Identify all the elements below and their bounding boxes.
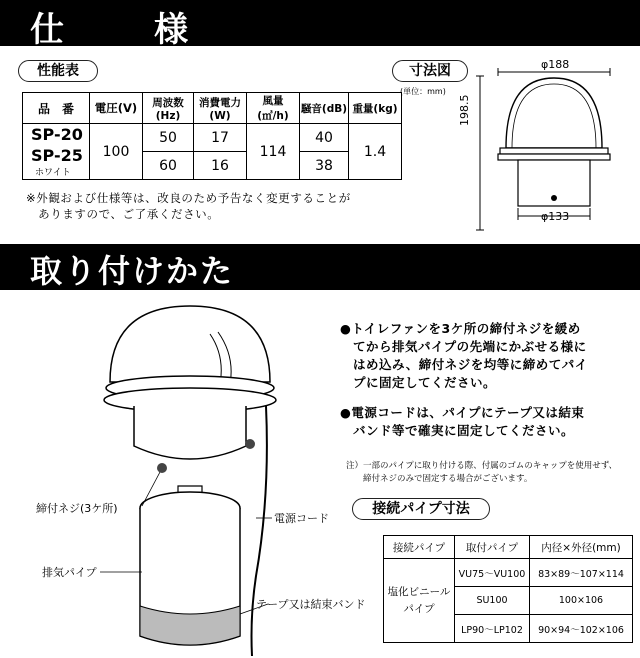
- header-voltage: 電圧(V): [90, 93, 143, 124]
- spec-note-2: ありますので、ご了承ください。: [26, 207, 220, 221]
- instruction-2: [340, 404, 584, 440]
- pipe-name: LP90～LP102: [455, 615, 530, 643]
- spec-banner: [0, 0, 640, 50]
- instruction-1-line: ●トイレファンを3ケ所の締付ネジを緩め: [340, 321, 581, 336]
- model-sp25: SP-25: [31, 146, 83, 165]
- dim-height: 198.5: [458, 94, 471, 126]
- screw-icon-front: [157, 463, 167, 473]
- dims-label: 寸法図: [392, 60, 468, 82]
- install-note: [346, 460, 617, 486]
- model-sp20: SP-20: [31, 125, 83, 144]
- header-model: 品 番: [23, 93, 90, 124]
- voltage-value: 100: [90, 124, 143, 180]
- watt-50: 17: [194, 124, 247, 152]
- model-sp25-color: ホワイト: [35, 168, 71, 178]
- instruction-1-line: はめ込み、締付ネジを均等に締めてパイ: [340, 357, 588, 372]
- pipe-header-size: 内径×外径(mm): [530, 536, 633, 559]
- perf-label: 性能表: [18, 60, 98, 82]
- pipe-size: 100×106: [530, 587, 633, 615]
- dim-bottom-width: φ133: [541, 210, 570, 223]
- hz-60: 60: [143, 152, 194, 180]
- header-power: 消費電力(W): [194, 93, 247, 124]
- instruction-1-line: てから排気パイプの先端にかぶせる様に: [340, 339, 587, 354]
- callout-screw: 締付ネジ(3ケ所): [36, 502, 118, 515]
- screw-icon: [551, 195, 557, 201]
- pipe-category: 塩化ビニール パイプ: [384, 559, 455, 643]
- pipe-size: 83×89～107×114: [530, 559, 633, 587]
- pipe-name: SU100: [455, 587, 530, 615]
- airflow-value: 114: [247, 124, 300, 180]
- noise-50: 40: [300, 124, 349, 152]
- perf-table: [22, 92, 402, 180]
- install-note-line: 注）一部のパイプに取り付ける際、付属のゴムのキャップを使用せず、: [346, 461, 618, 471]
- model-cell: [23, 124, 90, 180]
- header-noise: 騒音(dB): [300, 93, 349, 124]
- screw-icon-right: [245, 439, 255, 449]
- instruction-2-line: バンド等で確実に固定してください。: [340, 423, 575, 438]
- watt-60: 16: [194, 152, 247, 180]
- spec-note-1: ※外観および仕様等は、改良のため予告なく変更することが: [26, 191, 351, 205]
- callout-tape: テープ又は結束バンド: [256, 598, 366, 611]
- install-banner: [0, 244, 640, 290]
- header-frequency: 周波数(Hz): [143, 93, 194, 124]
- dimension-drawing: [440, 56, 640, 236]
- header-weight: 重量(kg): [349, 93, 402, 124]
- instruction-1: [340, 320, 588, 392]
- pipe-size: 90×94～102×106: [530, 615, 633, 643]
- install-title: 取り付けかた: [30, 252, 235, 290]
- install-note-line: 締付ネジのみで固定する場合がございます。: [346, 474, 533, 484]
- callout-cord: 電源コード: [274, 512, 329, 525]
- weight-value: 1.4: [349, 124, 402, 180]
- pipe-header-pipe: 取付パイプ: [455, 536, 530, 559]
- dim-top-width: φ188: [541, 58, 570, 71]
- instruction-2-line: ●電源コードは、パイプにテープ又は結束: [340, 405, 585, 420]
- pipe-name: VU75～VU100: [455, 559, 530, 587]
- instruction-1-line: プに固定してください。: [340, 375, 497, 390]
- spec-title: 仕 様: [30, 10, 216, 50]
- noise-60: 38: [300, 152, 349, 180]
- pipe-header-type: 接続パイプ: [384, 536, 455, 559]
- callout-pipe: 排気パイプ: [42, 566, 97, 579]
- hz-50: 50: [143, 124, 194, 152]
- header-airflow: 風量(㎥/h): [247, 93, 300, 124]
- dims-unit: (単位：mm): [400, 87, 446, 96]
- pipe-table: [383, 535, 633, 643]
- pipe-size-label: 接続パイプ寸法: [352, 498, 490, 520]
